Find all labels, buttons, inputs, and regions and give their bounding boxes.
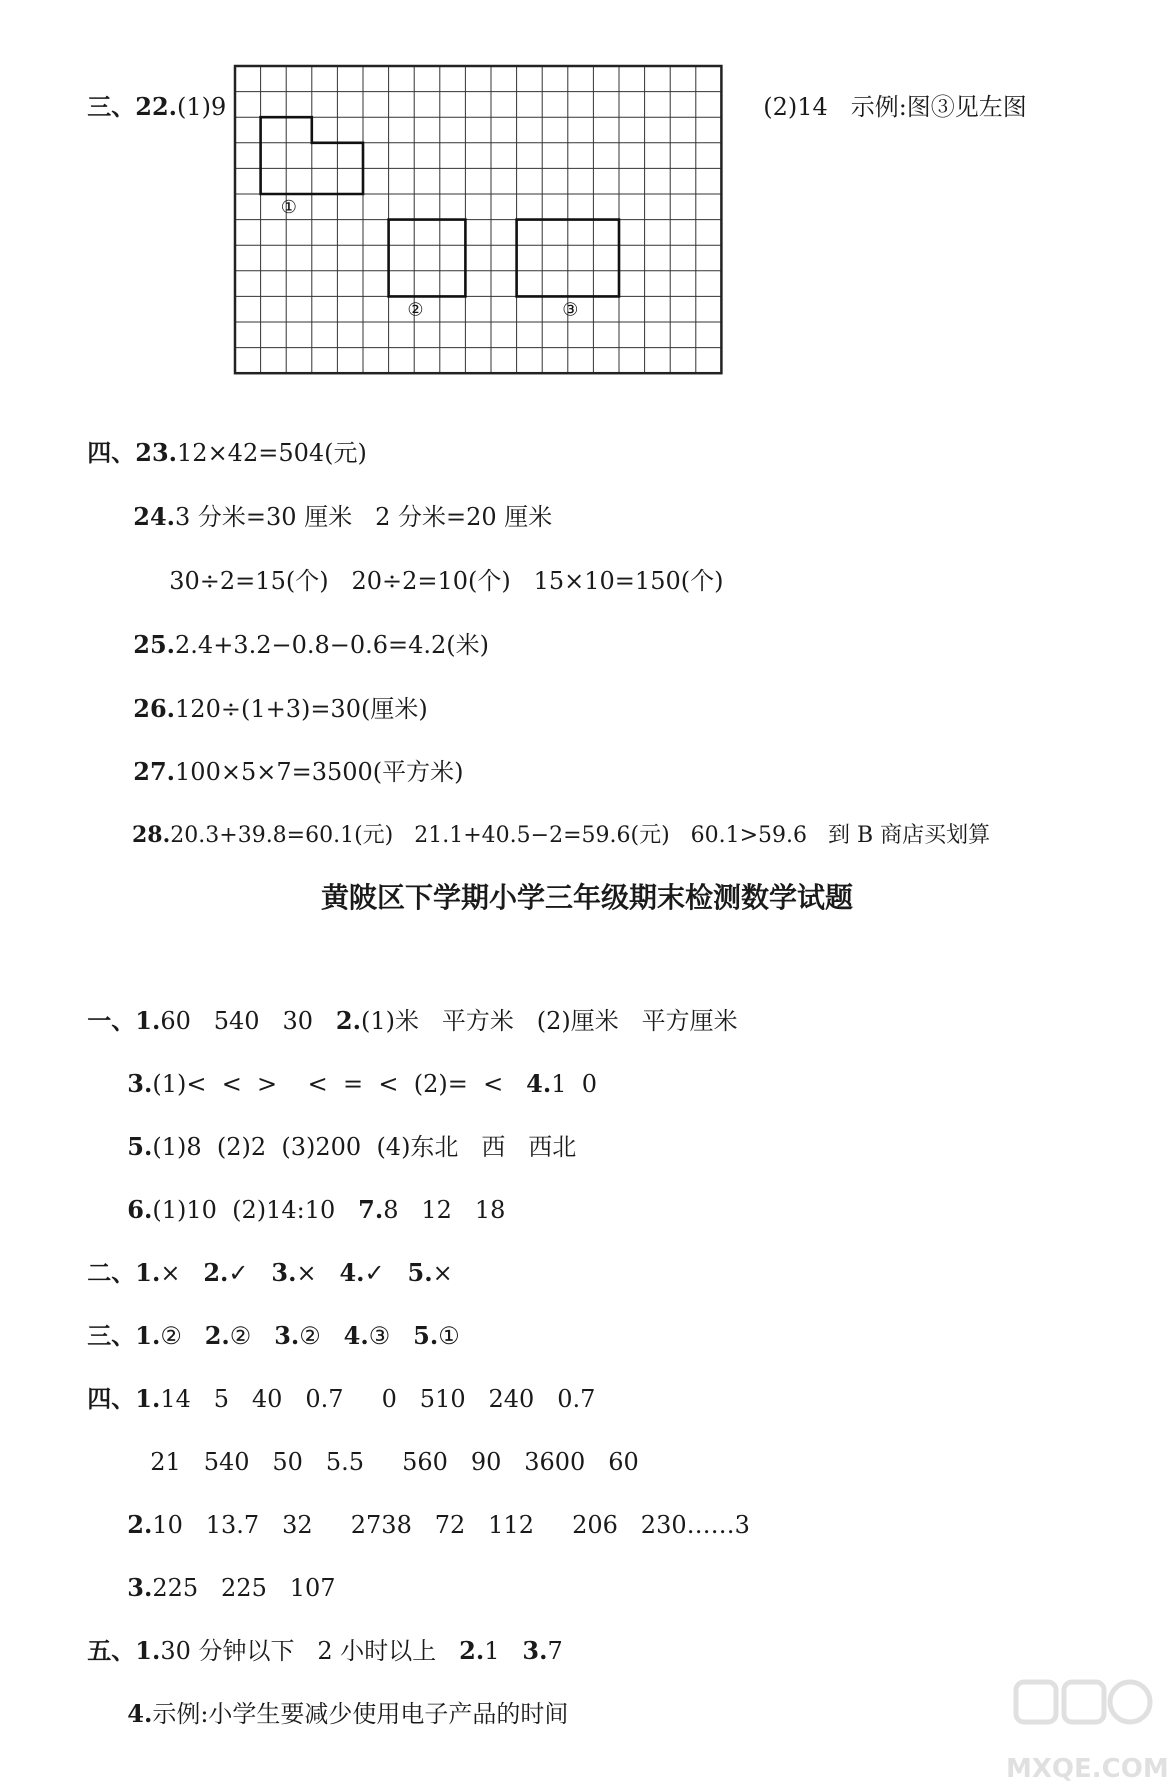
s1-q7: 8 12 18: [383, 1196, 506, 1224]
q25-text: 2.4+3.2−0.8−0.6=4.2(米): [175, 631, 490, 659]
q27-line: [118, 727, 464, 787]
q22-label: 三、22.: [87, 92, 178, 121]
grid-svg: [233, 64, 733, 376]
s5-q1: 30 分钟以下 2 小时以上: [160, 1637, 437, 1665]
s4-line4: [112, 1543, 336, 1603]
s2-q4: ✓: [364, 1259, 385, 1287]
s1-line3: [112, 1102, 576, 1162]
q24-label: 24.: [133, 502, 176, 531]
s1-line4: [112, 1165, 505, 1225]
q24-text1: 3 分米=30 厘米 2 分米=20 厘米: [175, 503, 553, 531]
s1-q3: (1)< < > < = < (2)= <: [152, 1070, 504, 1098]
s5-q3-label: 3.: [522, 1636, 548, 1665]
q26-label: 26.: [133, 694, 176, 723]
s2-q5-label: 5.: [407, 1258, 433, 1287]
s1-line2: [112, 1039, 597, 1099]
s2-line: [72, 1228, 453, 1288]
q23-text: 12×42=504(元): [177, 439, 367, 467]
s1-q4-label: 4.: [526, 1069, 552, 1098]
s2-q2-label: 2.: [203, 1258, 229, 1287]
s5-q4-label: 4.: [127, 1699, 153, 1728]
s2-q1: ×: [160, 1259, 181, 1287]
s3-q3: ②: [299, 1322, 321, 1350]
q26-line: [118, 664, 428, 724]
shape-label-3: ③: [562, 299, 579, 321]
s4-q3: 225 225 107: [152, 1574, 336, 1602]
s3-line: [72, 1291, 460, 1351]
q22-example: 示例:图③见左图: [850, 93, 1027, 121]
s4-line2: [135, 1417, 639, 1477]
q25-label: 25.: [133, 630, 176, 659]
s5-q4: 示例:小学生要减少使用电子产品的时间: [152, 1700, 569, 1728]
s3-q5: ①: [438, 1322, 460, 1350]
s2-q5: ×: [432, 1259, 453, 1287]
q26-text: 120÷(1+3)=30(厘米): [175, 695, 428, 723]
q25-line: [118, 600, 489, 660]
s1-q3-label: 3.: [127, 1069, 153, 1098]
s1-q7-label: 7.: [358, 1195, 384, 1224]
s2-q2: ✓: [228, 1259, 249, 1287]
grid-figure: [233, 64, 733, 380]
s4-q1-line1: 14 5 40 0.7 0 510 240 0.7: [160, 1385, 596, 1413]
s1-line1: [72, 976, 738, 1036]
s3-label: 三、1.: [87, 1321, 161, 1350]
s3-q4: ③: [368, 1322, 391, 1350]
q24-line1: [118, 472, 552, 532]
s4-q2-label: 2.: [127, 1510, 153, 1539]
s5-q2-label: 2.: [459, 1636, 485, 1665]
s1-q1: 60 540 30: [160, 1007, 313, 1035]
s4-q1-line2: 21 540 50 5.5 560 90 3600 60: [150, 1448, 639, 1476]
q23-label: 四、23.: [87, 438, 178, 467]
s4-line3: [112, 1480, 750, 1540]
q22-part1: (1)9: [177, 93, 227, 121]
s2-q3-label: 3.: [271, 1258, 297, 1287]
s3-q5-label: 5.: [413, 1321, 439, 1350]
s5-line2: [112, 1669, 568, 1729]
q28-text: 20.3+39.8=60.1(元) 21.1+40.5−2=59.6(元) 60.1>59.6 到 B 商店买划算: [170, 823, 991, 848]
q24-text2: 30÷2=15(个) 20÷2=10(个) 15×10=150(个): [169, 567, 724, 595]
watermark-icon: [1006, 1674, 1156, 1754]
q27-label: 27.: [133, 757, 176, 786]
q22-part2-line: [748, 62, 1027, 122]
s3-q1: ②: [160, 1322, 182, 1350]
s1-label: 一、1.: [87, 1006, 161, 1035]
exam-title: 黄陂区下学期小学三年级期末检测数学试题: [320, 881, 853, 914]
s3-q2: ②: [229, 1322, 252, 1350]
q27-text: 100×5×7=3500(平方米): [175, 758, 464, 786]
shape-label-1: ①: [280, 197, 297, 219]
s1-q2-label: 2.: [335, 1006, 361, 1035]
s1-q2: (1)米 平方米 (2)厘米 平方厘米: [360, 1007, 738, 1035]
s1-q5-label: 5.: [127, 1132, 153, 1161]
q24-line2: [154, 536, 723, 596]
s1-q5: (1)8 (2)2 (3)200 (4)东北 西 西北: [152, 1133, 577, 1161]
s2-q3: ×: [296, 1259, 317, 1287]
q22-line: [72, 62, 226, 122]
s5-q2: 1: [484, 1637, 500, 1665]
s5-label: 五、1.: [87, 1636, 161, 1665]
s1-q6: (1)10 (2)14:10: [152, 1196, 336, 1224]
s4-q2: 10 13.7 32 2738 72 112 206 230……3: [152, 1511, 750, 1539]
q28-label: 28.: [132, 822, 171, 848]
q28-line: [118, 790, 990, 851]
s4-label: 四、1.: [87, 1384, 161, 1413]
s3-q4-label: 4.: [343, 1321, 369, 1350]
q23-line: [72, 408, 367, 468]
watermark-logo: [1006, 1674, 1169, 1784]
s2-label: 二、1.: [87, 1258, 161, 1287]
s5-q3: 7: [547, 1637, 563, 1665]
q22-part2: (2)14: [763, 93, 828, 121]
s5-line1: [72, 1606, 563, 1666]
shape-label-2: ②: [407, 299, 424, 321]
s4-line1: [72, 1354, 595, 1414]
s3-q2-label: 2.: [204, 1321, 230, 1350]
s1-q4: 1 0: [551, 1070, 598, 1098]
shape-2: [389, 220, 466, 297]
s1-q6-label: 6.: [127, 1195, 153, 1224]
watermark-text: MXQE.COM: [1006, 1754, 1169, 1784]
s2-q4-label: 4.: [339, 1258, 365, 1287]
s4-q3-label: 3.: [127, 1573, 153, 1602]
s3-q3-label: 3.: [274, 1321, 300, 1350]
